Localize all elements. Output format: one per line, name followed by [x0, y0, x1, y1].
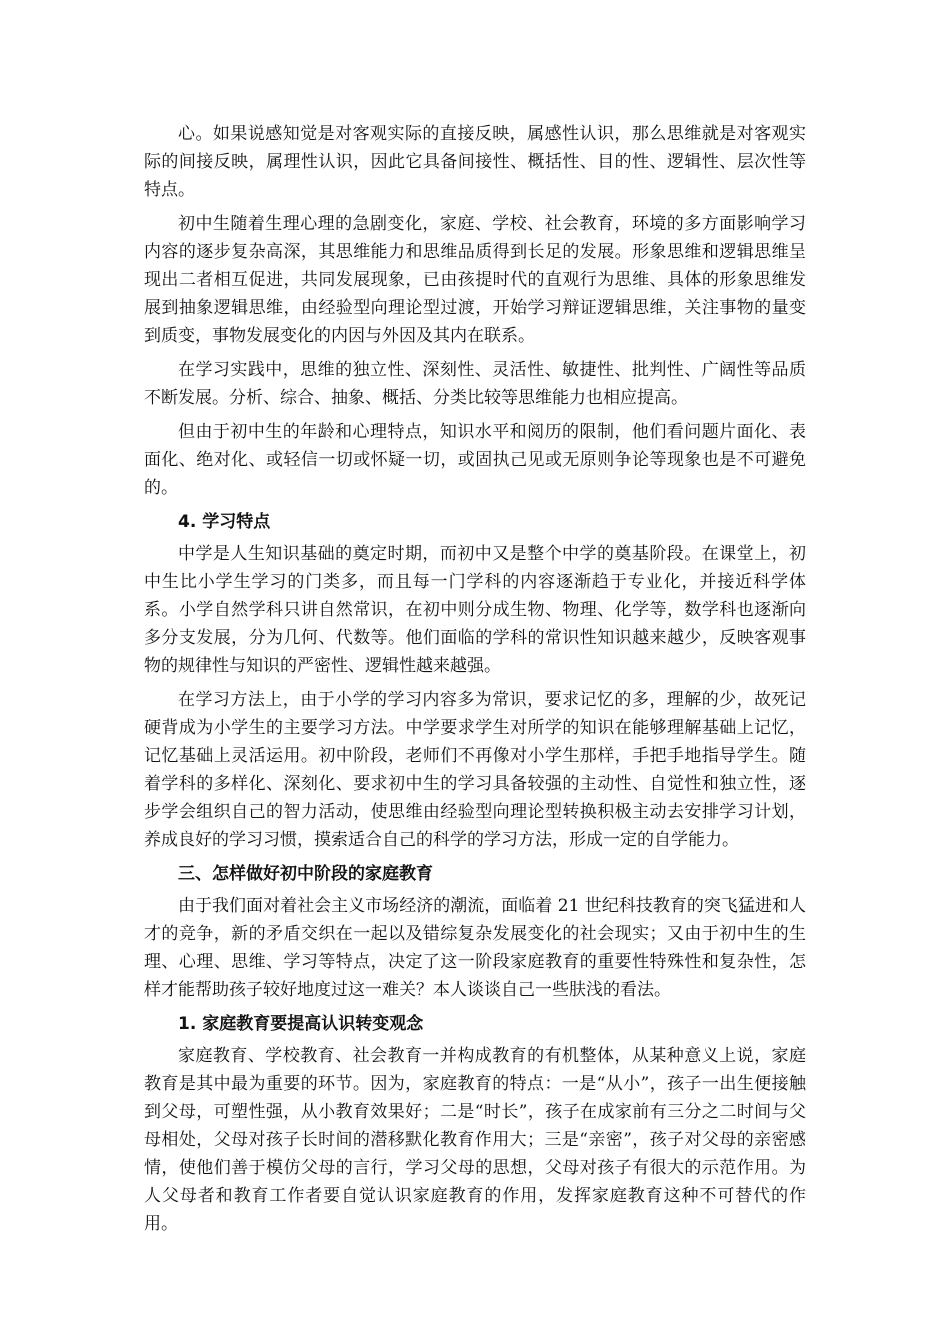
paragraph-learning-methods: 在学习方法上，由于小学的学习内容多为常识，要求记忆的多，理解的少，故死记硬背成为小学生的主要学习方法。中学要求学生对所学的知识在能够理解基础上记忆，记忆基础上灵活运用。初中阶段，老师们不再像对小学生那样，手把手地指导学生。随着学科的多样化、深刻化、要求初中生的学习具备较强的主动性、自觉性和独立性，逐步学会组织自己的智力活动，使思维由经验型向理论型转换积极主动去安排学习计划，养成良好的学习习惯，摸索适合自己的科学的学习方法，形成一定的自学能力。 — [144, 690, 806, 850]
heading-learning-features: 4. 学习特点 — [178, 512, 271, 532]
paragraph-family-context: 由于我们面对着社会主义市场经济的潮流，面临着 21 世纪科技教育的突飞猛进和人才的竞争，新的矛盾交织在一起以及错综复杂发展变化的社会现实；又由于初中生的生理、心理、思维、学习等特点，决定了这一阶段家庭教育的重要性特殊性和复杂性，怎样才能帮助孩子较好地度过这一难关？本人谈谈自己一些肤浅的看法。 — [144, 896, 806, 1000]
paragraph-family-importance: 家庭教育、学校教育、社会教育一并构成教育的有机整体，从某种意义上说，家庭教育是其中最为重要的环节。因为，家庭教育的特点：一是“从小”，孩子一出生便接触到父母，可塑性强，从小教育效果好；二是“时长”，孩子在成家前有三分之二时间与父母相处，父母对孩子长时间的潜移默化教育作用大；三是“亲密”，孩子对父母的亲密感情，使他们善于模仿父母的言行，学习父母的思想，父母对孩子有很大的示范作用。为人父母者和教育工作者要自觉认识家庭教育的作用，发挥家庭教育这种不可替代的作用。 — [144, 1046, 806, 1234]
paragraph-thinking-definition: 心。如果说感知觉是对客观实际的直接反映，属感性认识，那么思维就是对客观实际的间接反映，属理性认识，因此它具备间接性、概括性、目的性、逻辑性、层次性等特点。 — [144, 124, 806, 200]
paragraph-learning-subjects: 中学是人生知识基础的奠定时期，而初中又是整个中学的奠基阶段。在课堂上，初中生比小学生学习的门类多，而且每一门学科的内容逐渐趋于专业化，并接近科学体系。小学自然学科只讲自然常识，在初中则分成生物、物理、化学等，数学科也逐渐向多分支发展，分为几何、代数等。他们面临的学科的常识性知识越来越少，反映客观事物的规律性与知识的严密性、逻辑性越来越强。 — [144, 544, 806, 676]
paragraph-thinking-development: 初中生随着生理心理的急剧变化，家庭、学校、社会教育，环境的多方面影响学习内容的逐步复杂高深，其思维能力和思维品质得到长足的发展。形象思维和逻辑思维呈现出二者相互促进，共同发展现象，已由孩提时代的直观行为思维、具体的形象思维发展到抽象逻辑思维，由经验型向理论型过渡，开始学习辩证逻辑思维，关注事物的量变到质变，事物发展变化的内因与外因及其内在联系。 — [144, 214, 806, 346]
heading-family-education: 三、怎样做好初中阶段的家庭教育 — [178, 864, 433, 884]
heading-change-concepts: 1. 家庭教育要提高认识转变观念 — [178, 1014, 424, 1034]
paragraph-thinking-limitations: 但由于初中生的年龄和心理特点，知识水平和阅历的限制，他们看问题片面化、表面化、绝对化、或轻信一切或怀疑一切，或固执己见或无原则争论等现象也是不可避免的。 — [144, 422, 806, 498]
paragraph-thinking-qualities: 在学习实践中，思维的独立性、深刻性、灵活性、敏捷性、批判性、广阔性等品质不断发展。分析、综合、抽象、概括、分类比较等思维能力也相应提高。 — [144, 360, 806, 408]
document-body — [144, 120, 806, 1244]
